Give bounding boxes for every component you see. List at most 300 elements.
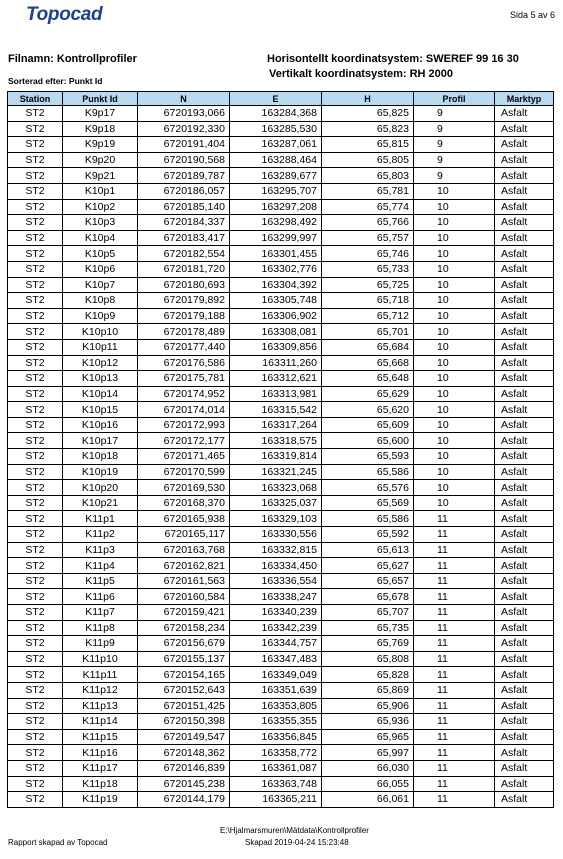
cell-profil: 11	[414, 542, 495, 558]
cell-punkt-id: K9p20	[63, 152, 138, 168]
cell-n: 6720148,362	[138, 745, 230, 761]
cell-station: ST2	[8, 261, 63, 277]
cell-h: 65,609	[322, 417, 414, 433]
cell-profil: 10	[414, 386, 495, 402]
cell-punkt-id: K11p3	[63, 542, 138, 558]
cell-n: 6720179,892	[138, 293, 230, 309]
cell-profil: 11	[414, 558, 495, 574]
cell-n: 6720192,330	[138, 121, 230, 137]
cell-station: ST2	[8, 495, 63, 511]
vertical-system-label: Vertikalt koordinatsystem: RH 2000	[269, 68, 454, 80]
cell-punkt-id: K9p18	[63, 121, 138, 137]
cell-marktyp: Asfalt	[495, 511, 554, 527]
cell-station: ST2	[8, 511, 63, 527]
cell-punkt-id: K11p9	[63, 636, 138, 652]
cell-e: 163342,239	[230, 620, 322, 636]
table-row	[8, 261, 554, 277]
cell-punkt-id: K10p12	[63, 355, 138, 371]
cell-n: 6720165,938	[138, 511, 230, 527]
cell-n: 6720181,720	[138, 261, 230, 277]
table-row	[8, 698, 554, 714]
table-row	[8, 729, 554, 745]
cell-e: 163358,772	[230, 745, 322, 761]
cell-h: 65,815	[322, 137, 414, 153]
table-row	[8, 495, 554, 511]
cell-n: 6720171,465	[138, 449, 230, 465]
table-row	[8, 480, 554, 496]
table-row	[8, 183, 554, 199]
table-row	[8, 355, 554, 371]
cell-h: 65,869	[322, 682, 414, 698]
cell-h: 65,766	[322, 215, 414, 231]
cell-h: 66,055	[322, 776, 414, 792]
cell-marktyp: Asfalt	[495, 308, 554, 324]
cell-n: 6720172,993	[138, 417, 230, 433]
cell-h: 65,906	[322, 698, 414, 714]
column-header-marktyp: Marktyp	[495, 92, 554, 106]
cell-n: 6720151,425	[138, 698, 230, 714]
cell-n: 6720161,563	[138, 573, 230, 589]
table-row	[8, 651, 554, 667]
cell-n: 6720174,014	[138, 402, 230, 418]
cell-station: ST2	[8, 605, 63, 621]
cell-punkt-id: K10p5	[63, 246, 138, 262]
cell-station: ST2	[8, 464, 63, 480]
cell-marktyp: Asfalt	[495, 636, 554, 652]
cell-h: 65,592	[322, 527, 414, 543]
cell-h: 65,613	[322, 542, 414, 558]
cell-n: 6720149,547	[138, 729, 230, 745]
cell-punkt-id: K10p8	[63, 293, 138, 309]
cell-marktyp: Asfalt	[495, 121, 554, 137]
cell-punkt-id: K10p6	[63, 261, 138, 277]
cell-n: 6720168,370	[138, 495, 230, 511]
points-table	[7, 91, 554, 808]
cell-punkt-id: K9p19	[63, 137, 138, 153]
cell-e: 163317,264	[230, 417, 322, 433]
cell-n: 6720182,554	[138, 246, 230, 262]
cell-station: ST2	[8, 199, 63, 215]
cell-punkt-id: K10p14	[63, 386, 138, 402]
table-row	[8, 558, 554, 574]
cell-n: 6720145,238	[138, 776, 230, 792]
cell-punkt-id: K10p11	[63, 339, 138, 355]
table-row	[8, 682, 554, 698]
cell-h: 65,997	[322, 745, 414, 761]
cell-marktyp: Asfalt	[495, 137, 554, 153]
cell-station: ST2	[8, 308, 63, 324]
cell-station: ST2	[8, 667, 63, 683]
cell-profil: 11	[414, 511, 495, 527]
cell-h: 65,965	[322, 729, 414, 745]
cell-station: ST2	[8, 106, 63, 122]
cell-e: 163313,981	[230, 386, 322, 402]
cell-profil: 10	[414, 215, 495, 231]
table-header-row	[8, 92, 554, 106]
table-row	[8, 527, 554, 543]
cell-h: 65,600	[322, 433, 414, 449]
cell-marktyp: Asfalt	[495, 152, 554, 168]
cell-punkt-id: K11p5	[63, 573, 138, 589]
cell-h: 65,825	[322, 106, 414, 122]
cell-marktyp: Asfalt	[495, 168, 554, 184]
footer-path: E:\Hjalmarsmuren\Mätdata\Kontrollprofiler	[220, 826, 369, 835]
cell-marktyp: Asfalt	[495, 682, 554, 698]
cell-n: 6720165,117	[138, 527, 230, 543]
cell-h: 65,805	[322, 152, 414, 168]
cell-marktyp: Asfalt	[495, 792, 554, 808]
cell-n: 6720144,179	[138, 792, 230, 808]
cell-e: 163321,245	[230, 464, 322, 480]
cell-profil: 9	[414, 168, 495, 184]
cell-n: 6720189,787	[138, 168, 230, 184]
cell-marktyp: Asfalt	[495, 402, 554, 418]
cell-punkt-id: K11p8	[63, 620, 138, 636]
cell-e: 163318,575	[230, 433, 322, 449]
table-row	[8, 137, 554, 153]
cell-marktyp: Asfalt	[495, 698, 554, 714]
cell-punkt-id: K10p2	[63, 199, 138, 215]
cell-punkt-id: K11p1	[63, 511, 138, 527]
cell-profil: 10	[414, 402, 495, 418]
cell-profil: 9	[414, 137, 495, 153]
cell-marktyp: Asfalt	[495, 433, 554, 449]
cell-h: 65,746	[322, 246, 414, 262]
cell-e: 163349,049	[230, 667, 322, 683]
cell-punkt-id: K11p19	[63, 792, 138, 808]
cell-station: ST2	[8, 698, 63, 714]
cell-marktyp: Asfalt	[495, 215, 554, 231]
cell-station: ST2	[8, 776, 63, 792]
cell-e: 163304,392	[230, 277, 322, 293]
cell-station: ST2	[8, 355, 63, 371]
cell-profil: 9	[414, 121, 495, 137]
column-header-h: H	[322, 92, 414, 106]
cell-n: 6720191,404	[138, 137, 230, 153]
cell-station: ST2	[8, 433, 63, 449]
cell-punkt-id: K10p18	[63, 449, 138, 465]
table-row	[8, 511, 554, 527]
cell-marktyp: Asfalt	[495, 183, 554, 199]
cell-n: 6720176,586	[138, 355, 230, 371]
table-row	[8, 745, 554, 761]
cell-e: 163347,483	[230, 651, 322, 667]
cell-h: 65,627	[322, 558, 414, 574]
cell-station: ST2	[8, 651, 63, 667]
cell-marktyp: Asfalt	[495, 355, 554, 371]
cell-profil: 11	[414, 792, 495, 808]
table-row	[8, 714, 554, 730]
table-row	[8, 573, 554, 589]
cell-n: 6720174,952	[138, 386, 230, 402]
cell-profil: 11	[414, 698, 495, 714]
table-row	[8, 293, 554, 309]
cell-n: 6720184,337	[138, 215, 230, 231]
cell-profil: 11	[414, 589, 495, 605]
table-row	[8, 324, 554, 340]
cell-profil: 11	[414, 745, 495, 761]
column-header-profil: Profil	[414, 92, 495, 106]
cell-e: 163309,856	[230, 339, 322, 355]
cell-e: 163297,208	[230, 199, 322, 215]
cell-marktyp: Asfalt	[495, 589, 554, 605]
cell-n: 6720155,137	[138, 651, 230, 667]
cell-n: 6720162,821	[138, 558, 230, 574]
cell-punkt-id: K10p19	[63, 464, 138, 480]
table-row	[8, 339, 554, 355]
cell-station: ST2	[8, 417, 63, 433]
table-row	[8, 620, 554, 636]
cell-n: 6720190,568	[138, 152, 230, 168]
column-header-punkt-id: Punkt Id	[63, 92, 138, 106]
cell-punkt-id: K10p1	[63, 183, 138, 199]
cell-h: 65,586	[322, 511, 414, 527]
cell-punkt-id: K10p4	[63, 230, 138, 246]
cell-profil: 10	[414, 371, 495, 387]
cell-e: 163308,081	[230, 324, 322, 340]
table-row	[8, 464, 554, 480]
cell-marktyp: Asfalt	[495, 760, 554, 776]
cell-e: 163356,845	[230, 729, 322, 745]
cell-profil: 10	[414, 246, 495, 262]
cell-profil: 10	[414, 417, 495, 433]
cell-h: 65,808	[322, 651, 414, 667]
cell-e: 163330,556	[230, 527, 322, 543]
cell-station: ST2	[8, 573, 63, 589]
cell-h: 65,648	[322, 371, 414, 387]
cell-marktyp: Asfalt	[495, 527, 554, 543]
cell-n: 6720193,066	[138, 106, 230, 122]
cell-punkt-id: K11p17	[63, 760, 138, 776]
cell-station: ST2	[8, 168, 63, 184]
table-row	[8, 542, 554, 558]
cell-marktyp: Asfalt	[495, 417, 554, 433]
cell-h: 65,757	[322, 230, 414, 246]
column-header-station: Station	[8, 92, 63, 106]
cell-marktyp: Asfalt	[495, 776, 554, 792]
cell-h: 65,735	[322, 620, 414, 636]
cell-h: 65,684	[322, 339, 414, 355]
cell-e: 163295,707	[230, 183, 322, 199]
cell-station: ST2	[8, 729, 63, 745]
cell-station: ST2	[8, 542, 63, 558]
cell-profil: 11	[414, 729, 495, 745]
cell-h: 65,823	[322, 121, 414, 137]
column-header-e: E	[230, 92, 322, 106]
cell-n: 6720152,643	[138, 682, 230, 698]
table-row	[8, 152, 554, 168]
cell-station: ST2	[8, 527, 63, 543]
cell-punkt-id: K10p16	[63, 417, 138, 433]
horizontal-system-label: Horisontellt koordinatsystem: SWEREF 99 16 30	[267, 53, 519, 65]
cell-n: 6720154,165	[138, 667, 230, 683]
cell-profil: 9	[414, 106, 495, 122]
cell-h: 65,576	[322, 480, 414, 496]
cell-station: ST2	[8, 558, 63, 574]
cell-marktyp: Asfalt	[495, 449, 554, 465]
cell-station: ST2	[8, 449, 63, 465]
cell-marktyp: Asfalt	[495, 277, 554, 293]
cell-n: 6720186,057	[138, 183, 230, 199]
cell-punkt-id: K11p7	[63, 605, 138, 621]
cell-n: 6720180,693	[138, 277, 230, 293]
cell-profil: 9	[414, 152, 495, 168]
cell-h: 65,733	[322, 261, 414, 277]
cell-e: 163323,068	[230, 480, 322, 496]
cell-profil: 11	[414, 527, 495, 543]
cell-h: 65,718	[322, 293, 414, 309]
cell-e: 163334,450	[230, 558, 322, 574]
table-row	[8, 776, 554, 792]
cell-marktyp: Asfalt	[495, 542, 554, 558]
table-row	[8, 371, 554, 387]
cell-marktyp: Asfalt	[495, 386, 554, 402]
table-row	[8, 215, 554, 231]
cell-n: 6720183,417	[138, 230, 230, 246]
cell-punkt-id: K11p10	[63, 651, 138, 667]
cell-e: 163298,492	[230, 215, 322, 231]
cell-punkt-id: K10p3	[63, 215, 138, 231]
cell-station: ST2	[8, 246, 63, 262]
cell-profil: 11	[414, 760, 495, 776]
cell-n: 6720177,440	[138, 339, 230, 355]
cell-h: 66,030	[322, 760, 414, 776]
table-row	[8, 605, 554, 621]
cell-e: 163285,530	[230, 121, 322, 137]
cell-profil: 11	[414, 605, 495, 621]
cell-punkt-id: K10p9	[63, 308, 138, 324]
cell-h: 65,828	[322, 667, 414, 683]
cell-e: 163332,815	[230, 542, 322, 558]
cell-profil: 11	[414, 620, 495, 636]
cell-h: 65,593	[322, 449, 414, 465]
table-row	[8, 199, 554, 215]
cell-station: ST2	[8, 152, 63, 168]
cell-e: 163299,997	[230, 230, 322, 246]
cell-marktyp: Asfalt	[495, 106, 554, 122]
cell-marktyp: Asfalt	[495, 558, 554, 574]
cell-h: 65,629	[322, 386, 414, 402]
cell-marktyp: Asfalt	[495, 339, 554, 355]
cell-profil: 10	[414, 449, 495, 465]
cell-station: ST2	[8, 714, 63, 730]
cell-h: 65,678	[322, 589, 414, 605]
cell-marktyp: Asfalt	[495, 324, 554, 340]
cell-e: 163287,061	[230, 137, 322, 153]
cell-profil: 10	[414, 464, 495, 480]
cell-marktyp: Asfalt	[495, 293, 554, 309]
cell-punkt-id: K11p13	[63, 698, 138, 714]
cell-punkt-id: K10p13	[63, 371, 138, 387]
table-row	[8, 589, 554, 605]
cell-e: 163363,748	[230, 776, 322, 792]
cell-profil: 10	[414, 183, 495, 199]
cell-h: 65,701	[322, 324, 414, 340]
cell-punkt-id: K10p7	[63, 277, 138, 293]
cell-e: 163319,814	[230, 449, 322, 465]
table-row	[8, 417, 554, 433]
cell-n: 6720158,234	[138, 620, 230, 636]
cell-n: 6720175,781	[138, 371, 230, 387]
cell-marktyp: Asfalt	[495, 651, 554, 667]
cell-marktyp: Asfalt	[495, 714, 554, 730]
cell-marktyp: Asfalt	[495, 729, 554, 745]
cell-station: ST2	[8, 636, 63, 652]
cell-punkt-id: K11p2	[63, 527, 138, 543]
cell-marktyp: Asfalt	[495, 371, 554, 387]
cell-profil: 10	[414, 261, 495, 277]
cell-e: 163305,748	[230, 293, 322, 309]
cell-station: ST2	[8, 137, 63, 153]
cell-n: 6720159,421	[138, 605, 230, 621]
cell-station: ST2	[8, 121, 63, 137]
table-row	[8, 168, 554, 184]
cell-profil: 10	[414, 433, 495, 449]
cell-station: ST2	[8, 230, 63, 246]
cell-marktyp: Asfalt	[495, 605, 554, 621]
cell-punkt-id: K11p12	[63, 682, 138, 698]
cell-e: 163284,368	[230, 106, 322, 122]
cell-e: 163301,455	[230, 246, 322, 262]
cell-n: 6720150,398	[138, 714, 230, 730]
cell-e: 163355,355	[230, 714, 322, 730]
cell-n: 6720170,599	[138, 464, 230, 480]
cell-profil: 11	[414, 714, 495, 730]
cell-e: 163340,239	[230, 605, 322, 621]
cell-punkt-id: K11p11	[63, 667, 138, 683]
cell-n: 6720179,188	[138, 308, 230, 324]
cell-punkt-id: K10p21	[63, 495, 138, 511]
cell-station: ST2	[8, 371, 63, 387]
cell-n: 6720160,584	[138, 589, 230, 605]
cell-punkt-id: K11p6	[63, 589, 138, 605]
table-row	[8, 760, 554, 776]
topocad-logo: Topocad	[26, 4, 103, 25]
cell-e: 163289,677	[230, 168, 322, 184]
cell-punkt-id: K11p18	[63, 776, 138, 792]
cell-h: 65,803	[322, 168, 414, 184]
cell-h: 65,936	[322, 714, 414, 730]
cell-profil: 10	[414, 495, 495, 511]
cell-h: 65,725	[322, 277, 414, 293]
table-row	[8, 433, 554, 449]
table-row	[8, 230, 554, 246]
cell-h: 65,668	[322, 355, 414, 371]
cell-station: ST2	[8, 760, 63, 776]
cell-punkt-id: K10p10	[63, 324, 138, 340]
cell-profil: 10	[414, 199, 495, 215]
cell-h: 65,569	[322, 495, 414, 511]
cell-profil: 11	[414, 682, 495, 698]
cell-e: 163312,621	[230, 371, 322, 387]
cell-profil: 10	[414, 324, 495, 340]
cell-n: 6720163,768	[138, 542, 230, 558]
cell-marktyp: Asfalt	[495, 199, 554, 215]
cell-h: 65,712	[322, 308, 414, 324]
cell-marktyp: Asfalt	[495, 745, 554, 761]
cell-e: 163344,757	[230, 636, 322, 652]
cell-profil: 10	[414, 355, 495, 371]
cell-profil: 10	[414, 339, 495, 355]
cell-punkt-id: K10p20	[63, 480, 138, 496]
table-row	[8, 308, 554, 324]
cell-e: 163302,776	[230, 261, 322, 277]
cell-station: ST2	[8, 386, 63, 402]
cell-h: 65,781	[322, 183, 414, 199]
cell-station: ST2	[8, 402, 63, 418]
cell-profil: 11	[414, 573, 495, 589]
cell-marktyp: Asfalt	[495, 464, 554, 480]
